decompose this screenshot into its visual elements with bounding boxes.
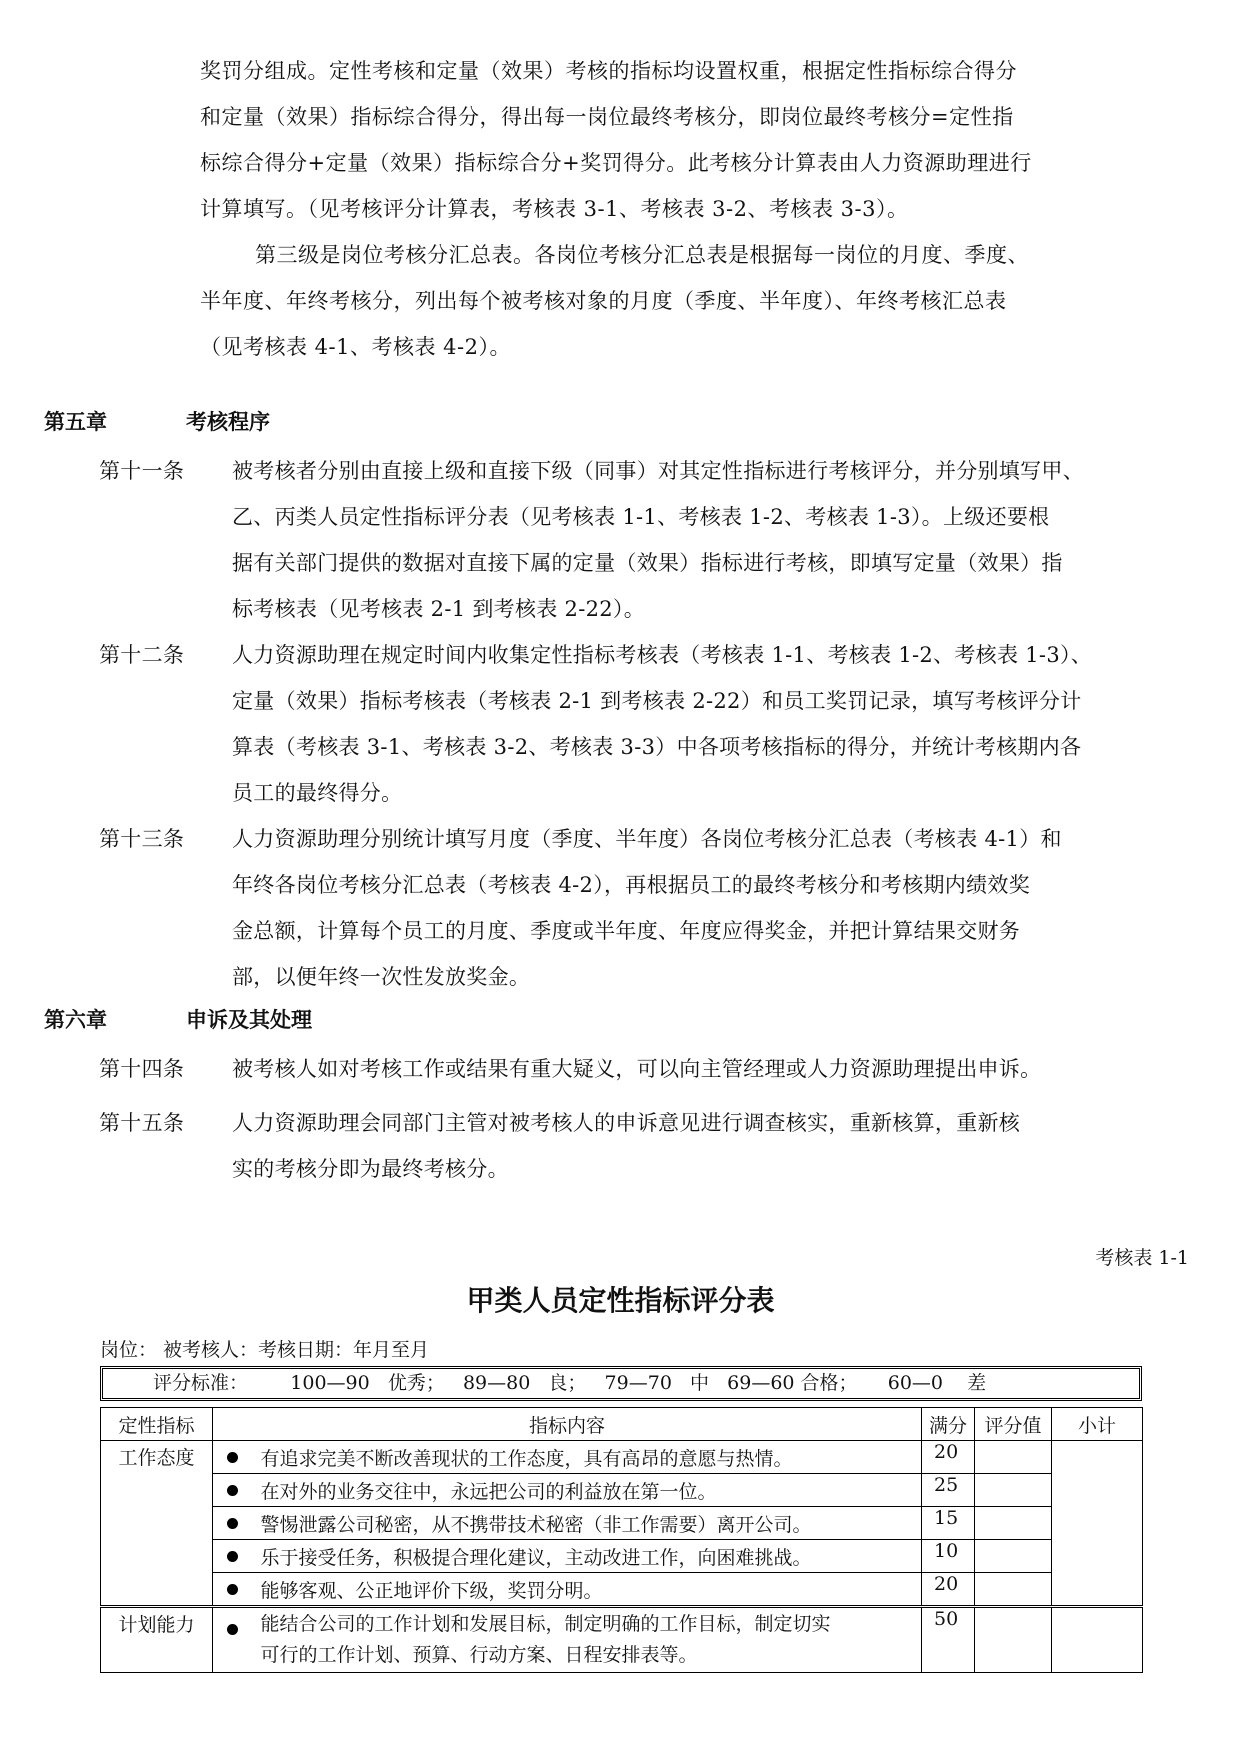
text-line: 标考核表（见考核表 2-1 到考核表 2-22）。	[232, 597, 646, 621]
full-score: 25	[922, 1474, 975, 1507]
table-row	[101, 1474, 1143, 1507]
text-line: 年终各岗位考核分汇总表（考核表 4-2），再根据员工的最终考核分和考核期内绩效奖	[232, 873, 1030, 897]
chapter-title: 考核程序	[186, 410, 270, 434]
text-line: 据有关部门提供的数据对直接下属的定量（效果）指标进行考核，即填写定量（效果）指	[232, 551, 1063, 575]
text-line: 定量（效果）指标考核表（考核表 2-1 到考核表 2-22）和员工奖罚记录，填写考核评分计	[232, 689, 1082, 713]
score-value-cell[interactable]	[975, 1573, 1052, 1607]
text-line: 员工的最终得分。	[232, 781, 403, 805]
intro-paragraph	[200, 48, 1200, 232]
score-value-cell[interactable]	[975, 1540, 1052, 1573]
score-value-cell[interactable]	[975, 1474, 1052, 1507]
category-cell: 工作态度	[101, 1441, 213, 1607]
article-label: 第十三条	[99, 827, 185, 851]
text-line: 奖罚分组成。定性考核和定量（效果）考核的指标均设置权重，根据定性指标综合得分	[200, 59, 1017, 83]
article-body	[232, 632, 1192, 816]
article-label: 第十二条	[99, 643, 185, 667]
indicator-content: 在对外的业务交往中，永远把公司的利益放在第一位。	[253, 1474, 922, 1507]
bullet-icon	[213, 1507, 253, 1540]
chapter-number: 第六章	[44, 1008, 107, 1032]
table-row	[101, 1507, 1143, 1540]
table-row	[101, 1607, 1143, 1673]
content-line: 可行的工作计划、预算、行动方案、日程安排表等。	[260, 1644, 698, 1666]
bullet-icon	[213, 1540, 253, 1573]
bullet-icon	[213, 1474, 253, 1507]
text-line: 半年度、年终考核分，列出每个被考核对象的月度（季度、半年度）、年终考核汇总表	[200, 289, 1007, 313]
score-value-cell[interactable]	[975, 1441, 1052, 1474]
text-line: 乙、丙类人员定性指标评分表（见考核表 1-1、考核表 1-2、考核表 1-3）。上级还要根	[232, 505, 1050, 529]
header-content: 指标内容	[213, 1408, 922, 1441]
text-line: 人力资源助理分别统计填写月度（季度、半年度）各岗位考核分汇总表（考核表 4-1）和	[232, 827, 1062, 851]
indicator-content: 能够客观、公正地评价下级，奖罚分明。	[253, 1573, 922, 1607]
table-row	[101, 1540, 1143, 1573]
text-line: 计算填写。（见考核评分计算表，考核表 3-1、考核表 3-2、考核表 3-3）。	[200, 197, 909, 221]
full-score: 10	[922, 1540, 975, 1573]
full-score: 15	[922, 1507, 975, 1540]
article-body	[232, 448, 1192, 632]
table-row	[101, 1441, 1143, 1474]
subtotal-cell[interactable]	[1052, 1441, 1143, 1607]
article-body	[232, 816, 1192, 1000]
scoring-standard: 评分标准： 100—90 优秀； 89—80 良； 79—70 中 69—60 合格； 60—0 差	[100, 1366, 1142, 1401]
article-body	[232, 1046, 1192, 1092]
chapter-heading	[44, 1000, 312, 1040]
text-line: 标综合得分+定量（效果）指标综合分+奖罚得分。此考核分计算表由人力资源助理进行	[200, 151, 1032, 175]
indicator-content: 乐于接受任务，积极提合理化建议，主动改进工作，向困难挑战。	[253, 1540, 922, 1573]
chapter-number: 第五章	[44, 410, 107, 434]
article-body	[232, 1100, 1192, 1192]
header-subtotal: 小计	[1052, 1408, 1143, 1441]
chapter-title: 申诉及其处理	[186, 1008, 312, 1032]
table-title: 甲类人员定性指标评分表	[466, 1284, 775, 1317]
chapter-heading	[44, 402, 270, 442]
text-line: 算表（考核表 3-1、考核表 3-2、考核表 3-3）中各项考核指标的得分，并统计考核期内各	[232, 735, 1082, 759]
full-score: 50	[922, 1607, 975, 1673]
text-line: 部，以便年终一次性发放奖金。	[232, 965, 531, 989]
header-category: 定性指标	[101, 1408, 213, 1441]
full-score: 20	[922, 1441, 975, 1474]
header-score-value: 评分值	[975, 1408, 1052, 1441]
content-line: 能结合公司的工作计划和发展目标，制定明确的工作目标，制定切实	[260, 1613, 831, 1635]
text-line: 被考核人如对考核工作或结果有重大疑义，可以向主管经理或人力资源助理提出申诉。	[232, 1057, 1042, 1081]
text-line: 第三级是岗位考核分汇总表。各岗位考核分汇总表是根据每一岗位的月度、季度、	[255, 243, 1029, 267]
level3-paragraph	[200, 232, 1200, 370]
table-meta: 岗位： 被考核人：考核日期：年月至月	[100, 1339, 430, 1361]
full-score: 20	[922, 1573, 975, 1607]
indicator-content	[253, 1607, 922, 1673]
article-label: 第十五条	[99, 1111, 185, 1135]
header-full-score: 满分	[922, 1408, 975, 1441]
text-line: （见考核表 4-1、考核表 4-2）。	[200, 335, 511, 359]
table-row	[101, 1573, 1143, 1607]
article-label: 第十四条	[99, 1057, 185, 1081]
score-table	[100, 1407, 1143, 1673]
text-line: 实的考核分即为最终考核分。	[232, 1157, 509, 1181]
text-line: 被考核者分别由直接上级和直接下级（同事）对其定性指标进行考核评分，并分别填写甲、	[232, 459, 1084, 483]
indicator-content: 有追求完美不断改善现状的工作态度，具有高昂的意愿与热情。	[253, 1441, 922, 1474]
subtotal-cell[interactable]	[1052, 1607, 1143, 1673]
text-line: 人力资源助理在规定时间内收集定性指标考核表（考核表 1-1、考核表 1-2、考核表 1-3）、	[232, 643, 1093, 667]
text-line: 人力资源助理会同部门主管对被考核人的申诉意见进行调查核实，重新核算，重新核	[232, 1111, 1021, 1135]
table-header-row	[101, 1408, 1143, 1441]
category-cell: 计划能力	[101, 1607, 213, 1673]
bullet-icon	[213, 1607, 253, 1673]
text-line: 金总额，计算每个员工的月度、季度或半年度、年度应得奖金，并把计算结果交财务	[232, 919, 1021, 943]
indicator-content: 警惕泄露公司秘密，从不携带技术秘密（非工作需要）离开公司。	[253, 1507, 922, 1540]
bullet-icon	[213, 1441, 253, 1474]
bullet-icon	[213, 1573, 253, 1607]
article-label: 第十一条	[99, 459, 185, 483]
text-line: 和定量（效果）指标综合得分，得出每一岗位最终考核分，即岗位最终考核分=定性指	[200, 105, 1014, 129]
score-value-cell[interactable]	[975, 1507, 1052, 1540]
table-id: 考核表 1-1	[1095, 1247, 1189, 1269]
score-value-cell[interactable]	[975, 1607, 1052, 1673]
